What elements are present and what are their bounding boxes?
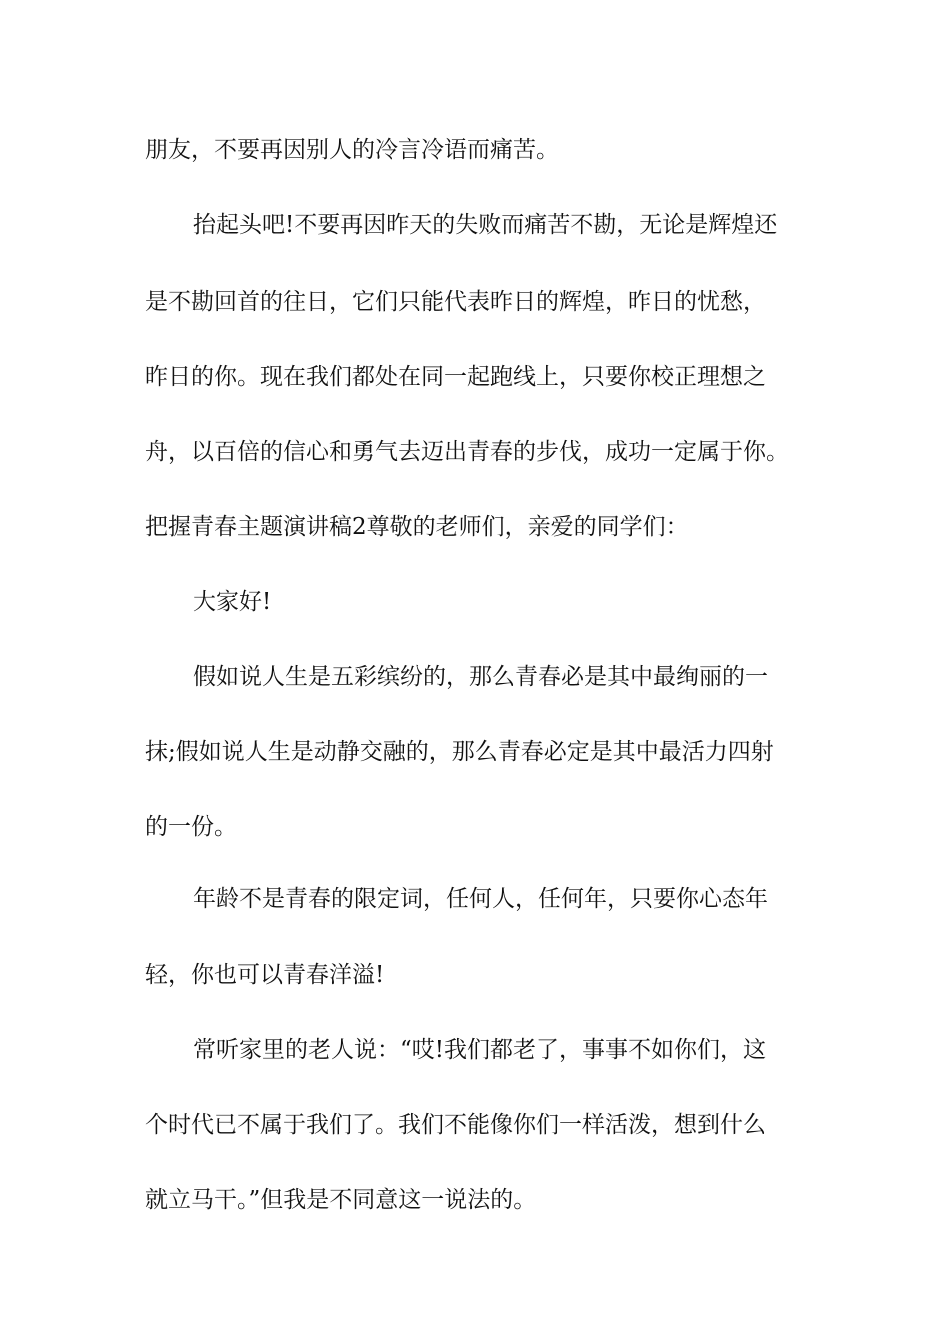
- paragraph-first-line: 抬起头吧!不要再因昨天的失败而痛苦不勘，无论是辉煌还: [193, 212, 778, 238]
- text-line: 舟，以百倍的信心和勇气去迈出青春的步伐，成功一定属于你。: [145, 439, 789, 465]
- text-line: 昨日的你。现在我们都处在同一起跑线上，只要你校正理想之: [145, 364, 766, 390]
- text-line: 就立马干。”但我是不同意这一说法的。: [145, 1187, 537, 1213]
- heading-line: 把握青春主题演讲稿2尊敬的老师们，亲爱的同学们：: [145, 514, 689, 540]
- text-line: 个时代已不属于我们了。我们不能像你们一样活泼，想到什么: [145, 1112, 766, 1138]
- text-line: 轻，你也可以青春洋溢!: [145, 962, 385, 988]
- greeting-line: 大家好!: [193, 589, 272, 615]
- paragraph-first-line: 常听家里的老人说：“哎!我们都老了，事事不如你们，这: [193, 1037, 767, 1063]
- text-line: 的一份。: [145, 814, 237, 840]
- paragraph-first-line: 年龄不是青春的限定词，任何人，任何年，只要你心态年: [193, 886, 768, 912]
- text-line: 朋友，不要再因别人的冷言冷语而痛苦。: [145, 137, 559, 163]
- text-line: 是不勘回首的往日，它们只能代表昨日的辉煌，昨日的忧愁，: [145, 289, 766, 315]
- text-line: 抹;假如说人生是动静交融的，那么青春必定是其中最活力四射: [145, 739, 774, 765]
- paragraph-first-line: 假如说人生是五彩缤纷的，那么青春必是其中最绚丽的一: [193, 664, 768, 690]
